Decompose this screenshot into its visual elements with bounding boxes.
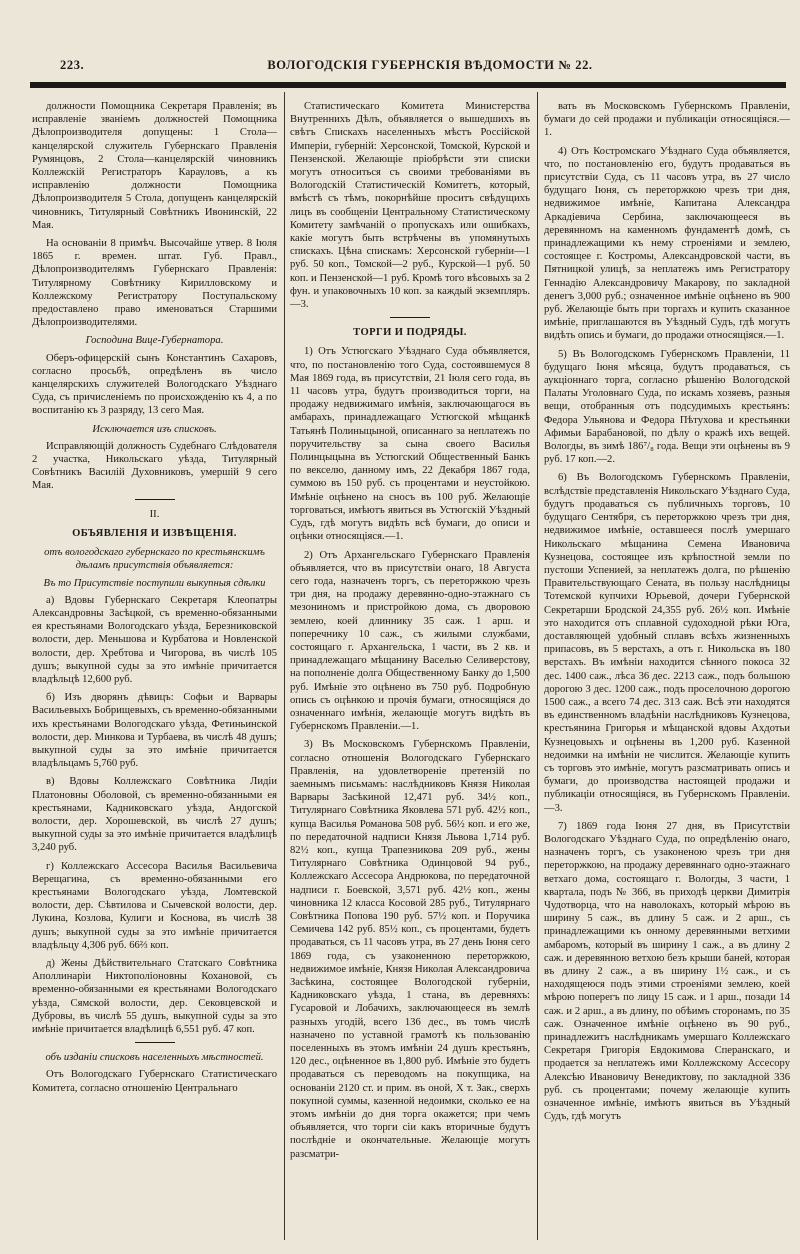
header-rule bbox=[30, 82, 786, 88]
section-heading: Исключается изъ списковъ. bbox=[92, 423, 217, 435]
paragraph: 1) Отъ Устюгскаго Уѣзднаго Суда объявляется, что, по постановленію того Суда, состоявшемуся 8 Мая 1869 года, въ присутствіи, 21 Іюля сего года, въ 11 часовъ утра, будутъ производиться торги, на продажу недвижимаго имѣнія, заключающагося въ амбарахъ, принадлежащаго Устюгской мѣщанкѣ Татьянѣ Полиныцыной, описаннаго за неплатежъ по поручительству за сына своего Василья Полинцыцына въ Устюгский Общественный Банкъ по векселю, данному имъ, 22 Декабря 1867 года, суммою въ 150 руб. съ процентами и неустойкою. Имѣніе оцѣнено на сносъ въ 100 руб. Желающіе торговаться, имѣютъ явиться въ Устюгскій Уѣздный Судъ, гдѣ могутъ видѣть всѣ бумаги, до описи и оцѣнки относящіяся.—1. bbox=[290, 346, 530, 543]
divider bbox=[135, 1042, 175, 1043]
section-title: ОБЪЯВЛЕНІЯ И ИЗВѢЩЕНІЯ. bbox=[72, 527, 237, 539]
newspaper-title: ВОЛОГОДСКІЯ ГУБЕРНСКІЯ ВѢДОМОСТИ № 22. bbox=[267, 57, 593, 72]
paragraph: 4) Отъ Костромскаго Уѣзднаго Суда объявляется, что, по постановленію его, будутъ продаваться въ присутствіи Суда, съ 11 часовъ утра, въ 27 число будущаго Іюня, съ переторжкою чрезъ три дня, недвижимое имѣніе, Капитана Александра Аркадіевича Сербина, заключающееся въ деревянномъ на каменномъ фундаментѣ домѣ, съ принадлежащими къ нему строеніями и землею, состоящее г. Костромы, Александровской части, въ Пятницкой улицѣ, за неплатежъ имъ Регистратору Геннадію Александровичу Макарову, по закладной денегъ 3,000 руб.; означенное имѣніе оцѣнено въ 900 руб. Желающіе быть при торгахъ и купить сказанное имѣніе, приглашаются въ Уѣздный Судъ, гдѣ могутъ видѣть опись и бумаги, до продажи относящіяся.—1. bbox=[544, 145, 790, 342]
paragraph: Отъ Вологодскаго Губернскаго Статистическаго Комитета, согласно отношенію Центральнаго bbox=[32, 1069, 277, 1094]
column-left bbox=[32, 100, 277, 1240]
paragraph: Исправляющій должность Судебнаго Слѣдователя 2 участка, Никольскаго уѣзда, Титулярный Совѣтникъ Василій Духовниковъ, умершій 9 сего Мая. bbox=[32, 440, 277, 492]
page-header bbox=[60, 54, 760, 76]
section-number: II. bbox=[149, 508, 160, 520]
section-heading: Господина Вице-Губернатора. bbox=[85, 335, 224, 347]
subheading: Въ то Присутствіе поступили выкупныя сдѣлки bbox=[43, 577, 266, 589]
paragraph: 2) Отъ Архангельскаго Губернскаго Правленія объявляется, что въ присутствіи онаго, 18 Августа сего года, назначенъ торгъ, съ переторжкою чрезъ три дня, на продажу деревянно-одно-этажнаго съ мезониномъ и пристройкою дома, съ дворовою землею, коей длиннику 35 саж. 1 арш. и поперечнику 10 саж., съ жилыми службами, состоящаго г. Архангельска, 1 части, въ 2 кв. и принадлежащаго мѣщанину Васелью Селиверстову, на пополненіе долга Общественному Банку до 1,500 руб. Имѣніе это оцѣнено въ 750 руб. Подробную опись съ оцѣнкою и прочія бумаги, относящіяся до означеннаго имѣнія, желающіе могутъ видѣть въ Губернскомъ Правленіи.—1. bbox=[290, 549, 530, 733]
paragraph: должности Помощника Секретаря Правленія; въ исправленіе званіемъ должностей Помощника Дѣлопроизводителя допущены: 1 Стола—канцелярской служитель Губернскаго Правленія Румянцовъ, 2 Стола—канцелярскій чиновникъ Коллежскій Регистраторъ Карауловъ, а къ исправленію должности Помощника Дѣлопроизводителя 5 Стола, допущенъ канцелярскій чиновникъ, Титулярный Совѣтникъ Ивонинскій, 22 Мая. bbox=[32, 101, 277, 231]
paragraph: 5) Въ Вологодскомъ Губернскомъ Правленіи, 11 будущаго Іюня мѣсяца, будутъ продаваться, съ аукціоннаго торга, согласно рѣшенію Вологодской Палаты Уголовнаго Суда, по искамъ хозяевъ, разныя вещи, отобранныя отъ подсудимыхъ крестьянъ: Федора Ульянова и Федора Пѣтухова и крестьянки Афимьи Барабановой, по дѣлу о кражѣ ихъ вещей. Вологды, въ зимѣ 186⁷/₈ года. Вещи эти оцѣнены въ 9 руб. 17 коп.—2. bbox=[544, 348, 790, 466]
divider bbox=[390, 317, 430, 318]
paragraph: д) Жены Дѣйствительнаго Статскаго Совѣтника Аполлинаріи Никтополіоновны Кохановой, съ временно-обязанными ея крестьянами Вологодскаго уѣзда, Сямской волости, дер. Сековцевской и Дубровы, въ числѣ 55 душъ, выкупной суды за это имѣніе причитается владѣлицѣ 6,551 руб. 47 коп. bbox=[32, 957, 277, 1035]
paragraph: г) Коллежскаго Ассесора Василья Васильевича Верещагина, съ временно-обязанными его крестьянами Вологодскаго уѣзда, Ломтевской волости, дер. Сѣвтилова и Сычевской волости, дер. Лукина, Козлова, Кулиги и Коснова, въ числѣ 38 душъ; выкупной суды за это имѣніе причитается владѣльцу 4,306 руб. 66⅔ коп. bbox=[32, 860, 277, 951]
column-divider bbox=[537, 92, 538, 1240]
paragraph: а) Вдовы Губернскаго Секретаря Клеопатры Александровны Засѣцкой, съ временно-обязанными ея крестьянами Вологодскаго уѣзда, Березниковской волости, дер. Меньшова и Курбатова и Новленской волости, дер. Хребтова и Чигорова, въ числѣ 105 душъ; выкупной суды за это имѣніе причитается владѣльцѣ 12,600 руб. bbox=[32, 594, 277, 685]
page-number: 223. bbox=[60, 57, 85, 72]
divider bbox=[135, 499, 175, 500]
paragraph: 7) 1869 года Іюня 27 дня, въ Присутствіи Вологодскаго Уѣзднаго Суда, по опредѣленію онаго, назначенъ торгъ, съ узаконеною чрезъ три дня переторжкою, на продажу деревяннаго одно-этажнаго ветхаго дома, состоящаго г. Вологды, 3 части, 1 квартала, подъ № 366, въ приходѣ церкви Димитрія Чудотворца, что на наволокахъ, который мѣрою въ ширину 5 саж., въ длину 5 саж. и 2 арш., съ принадлежащими къ онному деревянными ветхими амбаромъ, который въ ширину 1 саж., а въ длину 2 саж. и деревянною ветхою безъ крыши баней, которая въ длину 2 саж., а въ ширину 1½ саж., и съ находящеюся подъ этими строеніями землею, коей мѣрою поперегъ по лицу 15 саж. и 1 арш., позади 14 саж. и 2 арш., а въ длину, по обѣимъ сторонамъ, по 35 саж. Означенное имѣніе оцѣнено въ 90 руб., принадлежитъ наслѣдникамъ умершаго Коллежскаго Секретаря Григорія Евдокимова Сперанскаго, и продается за неплатежъ ими Коллежскому Ассесору Алексѣю Ивановичу Венедиктову, по закладной 336 руб. съ процентами; почему желающіе купить означенное имѣніе, имѣютъ явиться въ Уѣздный Судъ, гдѣ могутъ bbox=[544, 820, 790, 1123]
paragraph: 3) Въ Московскомъ Губернскомъ Правленіи, согласно отношенія Вологодскаго Губернскаго Правленія, на удовлетвореніе претензій по заемнымъ письмамъ: наслѣдниковъ Князя Николая Варвары Засѣкиной 12,471 руб. 34½ коп., Титулярнаго Совѣтника Яковлева 571 руб. 42½ коп., купца Василья Романова 508 руб. 56½ коп. и его же, по передаточной надписи Князя Львова 1,714 руб. 82½ коп., купца Трапезникова 209 руб., жены Титулярнаго Совѣтника Одинцовой 94 руб., Коллежскаго Ассесора Андрюкова, по передаточной надписи г. Боевской, 3,571 руб. 42½ коп., жены чиновника 12 класса Косовой 285 руб., Титулярнаго Совѣтника Попова 190 руб. 57½ коп. и Поручика Семичева 142 руб. 85½ коп., съ процентами, будетъ продаваться, съ 11 часовъ утра, въ 27 день Іюня сего 1869 года, съ узаконенною переторжкою, недвижимое имѣніе, Князя Николая Александровича Засѣкина, состоящее Вологодской губерніи, Кадниковскаго уѣзда, 1 стана, въ деревняхъ: Гусаровой и Лобачихъ, заключающееся въ землѣ разныхъ угодій, всего 136 дес., въ томъ числѣ назначено по уставной грамотѣ къ пользованію поселенныхъ въ этомъ имѣніи 24 душъ крестьянъ, 120 дес., оцѣненное въ 1,800 руб. Имѣніе это будетъ продаваться съ переводомъ на покупщика, на основаніи 2120 ст. и прим. въ оной, Х т. Зак., сверхъ покупной суммы, казенной недоимки, сколько ее на этомъ имѣніи до дня торга окажется; при чемъ объявляется, что торги сіи какъ вторичные будутъ послѣдніе и окончательные. Желающіе могутъ разсматри- bbox=[290, 739, 530, 1160]
paragraph: 6) Въ Вологодскомъ Губернскомъ Правленіи, вслѣдствіе представленія Никольскаго Уѣзднаго Суда, будутъ продаваться съ публичныхъ торговъ, 10 будущаго Сентября, съ переторжкою чрезъ три дня, недвижимое имѣніе, оставшееся послѣ умершаго Никольскаго мѣщанина Семена Ивановича Кузнецова, состоящее изъ крѣпостной земли по пустоши Успенией, за неплатежъ долга, по рѣшенію Правительствующаго Сената, въ пользу наслѣдницы Тотемской купчихи Юрьевой, дочери Губернской Секретарши Бродской 24,355 руб. 26½ коп. Имѣніе это находится отъ сплавной судоходной рѣки Юга, доставляющей удобный сплавъ всѣхъ жизненныхъ припасовъ, въ 5 верстахъ, а отъ г. Никольска въ 180 верстахъ. Въ имѣніи находится сѣнного покоса 32 дес. 1400 саж., лѣса 36 дес. 2213 саж., подъ большою дорогою 3 дес. 1200 саж., подъ проселочною дорогою 1500 саж., а всего 74 дес. 313 саж. Всѣ эти находятся въ единственномъ владѣніи наслѣдниковъ Кузнецова, крестьянина Григорья и мѣщанской вдовы Ахдотьи Кузнецовыхъ и оцѣнены въ 1,200 руб. Казенной недоимки на имѣніи не числится. Желающіе купить съ торговъ это имѣніе, могутъ разсматривать опись и бумаги, до производства настоящей продажи и публикаціи относящіяся, въ Губернскомъ Правленіи.—3. bbox=[544, 472, 790, 814]
subheading: отъ вологодскаго губернскаго по крестьянскимъ дѣламъ присутствія объявляется: bbox=[44, 547, 265, 572]
paragraph: вать въ Московскомъ Губернскомъ Правленіи, бумаги до сей продажи и публикаціи относящіяся.—1. bbox=[544, 101, 790, 139]
paragraph: На основаніи 8 примѣч. Высочайше утвер. 8 Іюля 1865 г. времен. штат. Губ. Правл., Дѣлопроизводителямъ Губернскаго Правленія: Титулярному Совѣтнику Кирилловскому и Коллежскому Регистратору Поступальскому предоставлено право именоваться Старшими Дѣлопроизводителями. bbox=[32, 238, 277, 329]
paragraph: б) Изъ дворянъ дѣвицъ: Софьи и Варвары Васильевыхъ Бобрищевыхъ, съ временно-обязанными ихъ крестьянами Вологодскаго уѣзда, Фетиньинской волости, дер. Минкова и Турбаева, въ числѣ 48 душъ; выкупной суды за это имѣніе причитается владѣльцамъ 5,760 руб. bbox=[32, 692, 277, 770]
subheading: объ изданіи списковъ населенныхъ мѣстностей. bbox=[45, 1052, 264, 1064]
section-title: ТОРГИ И ПОДРЯДЫ. bbox=[353, 327, 467, 339]
paragraph: Оберъ-офицерскій сынъ Константинъ Сахаровъ, согласно просьбѣ, опредѣленъ въ число канцелярскихъ служителей Вологодскаго Уѣзднаго Суда, съ причисленіемъ по происхожденію къ 4, а по воспитанію къ 3 разряду, 13 сего Мая. bbox=[32, 352, 277, 417]
paragraph: в) Вдовы Коллежскаго Совѣтника Лидіи Платоновны Оболовой, съ временно-обязанными ея крестьянами, Кадниковскаго уѣзда, Андогской волости, дер. Хорошевской, въ числѣ 27 душъ; выкупной суды за это имѣніе причитается владѣлицѣ 3,240 руб. bbox=[32, 776, 277, 854]
column-middle bbox=[290, 100, 530, 1240]
column-divider bbox=[284, 92, 285, 1240]
paragraph: Статистическаго Комитета Министерства Внутреннихъ Дѣлъ, объявляется о вышедшихъ въ свѣтъ Спискахъ населенныхъ мѣстъ Россійской Имперіи, губерній: Херсонской, Томской, Курской и Пензенской. Желающіе пріобрѣсти эти списки могутъ относиться съ своими требованіями въ Вологодскій Статистическій Комитетъ, который, вмѣстѣ съ тѣмъ, покорнѣйше проситъ свѣдущихъ лицъ въ сообщеніи Центральному Статистическому Комитету замѣчаній о пропускахъ или ошибкахъ, какіе могутъ быть встрѣчены въ упомянутыхъ спискахъ. Цѣна спискамъ: Херсонской губерніи—1 руб. 50 коп., Томской—2 руб., Курской—1 руб. 50 коп. и Пензенской—1 руб. Кромѣ того вѣсовыхъ за 2 фун. и упаковочныхъ 10 коп. за каждый экземпляръ.—3. bbox=[290, 101, 530, 311]
column-right bbox=[544, 100, 790, 1240]
